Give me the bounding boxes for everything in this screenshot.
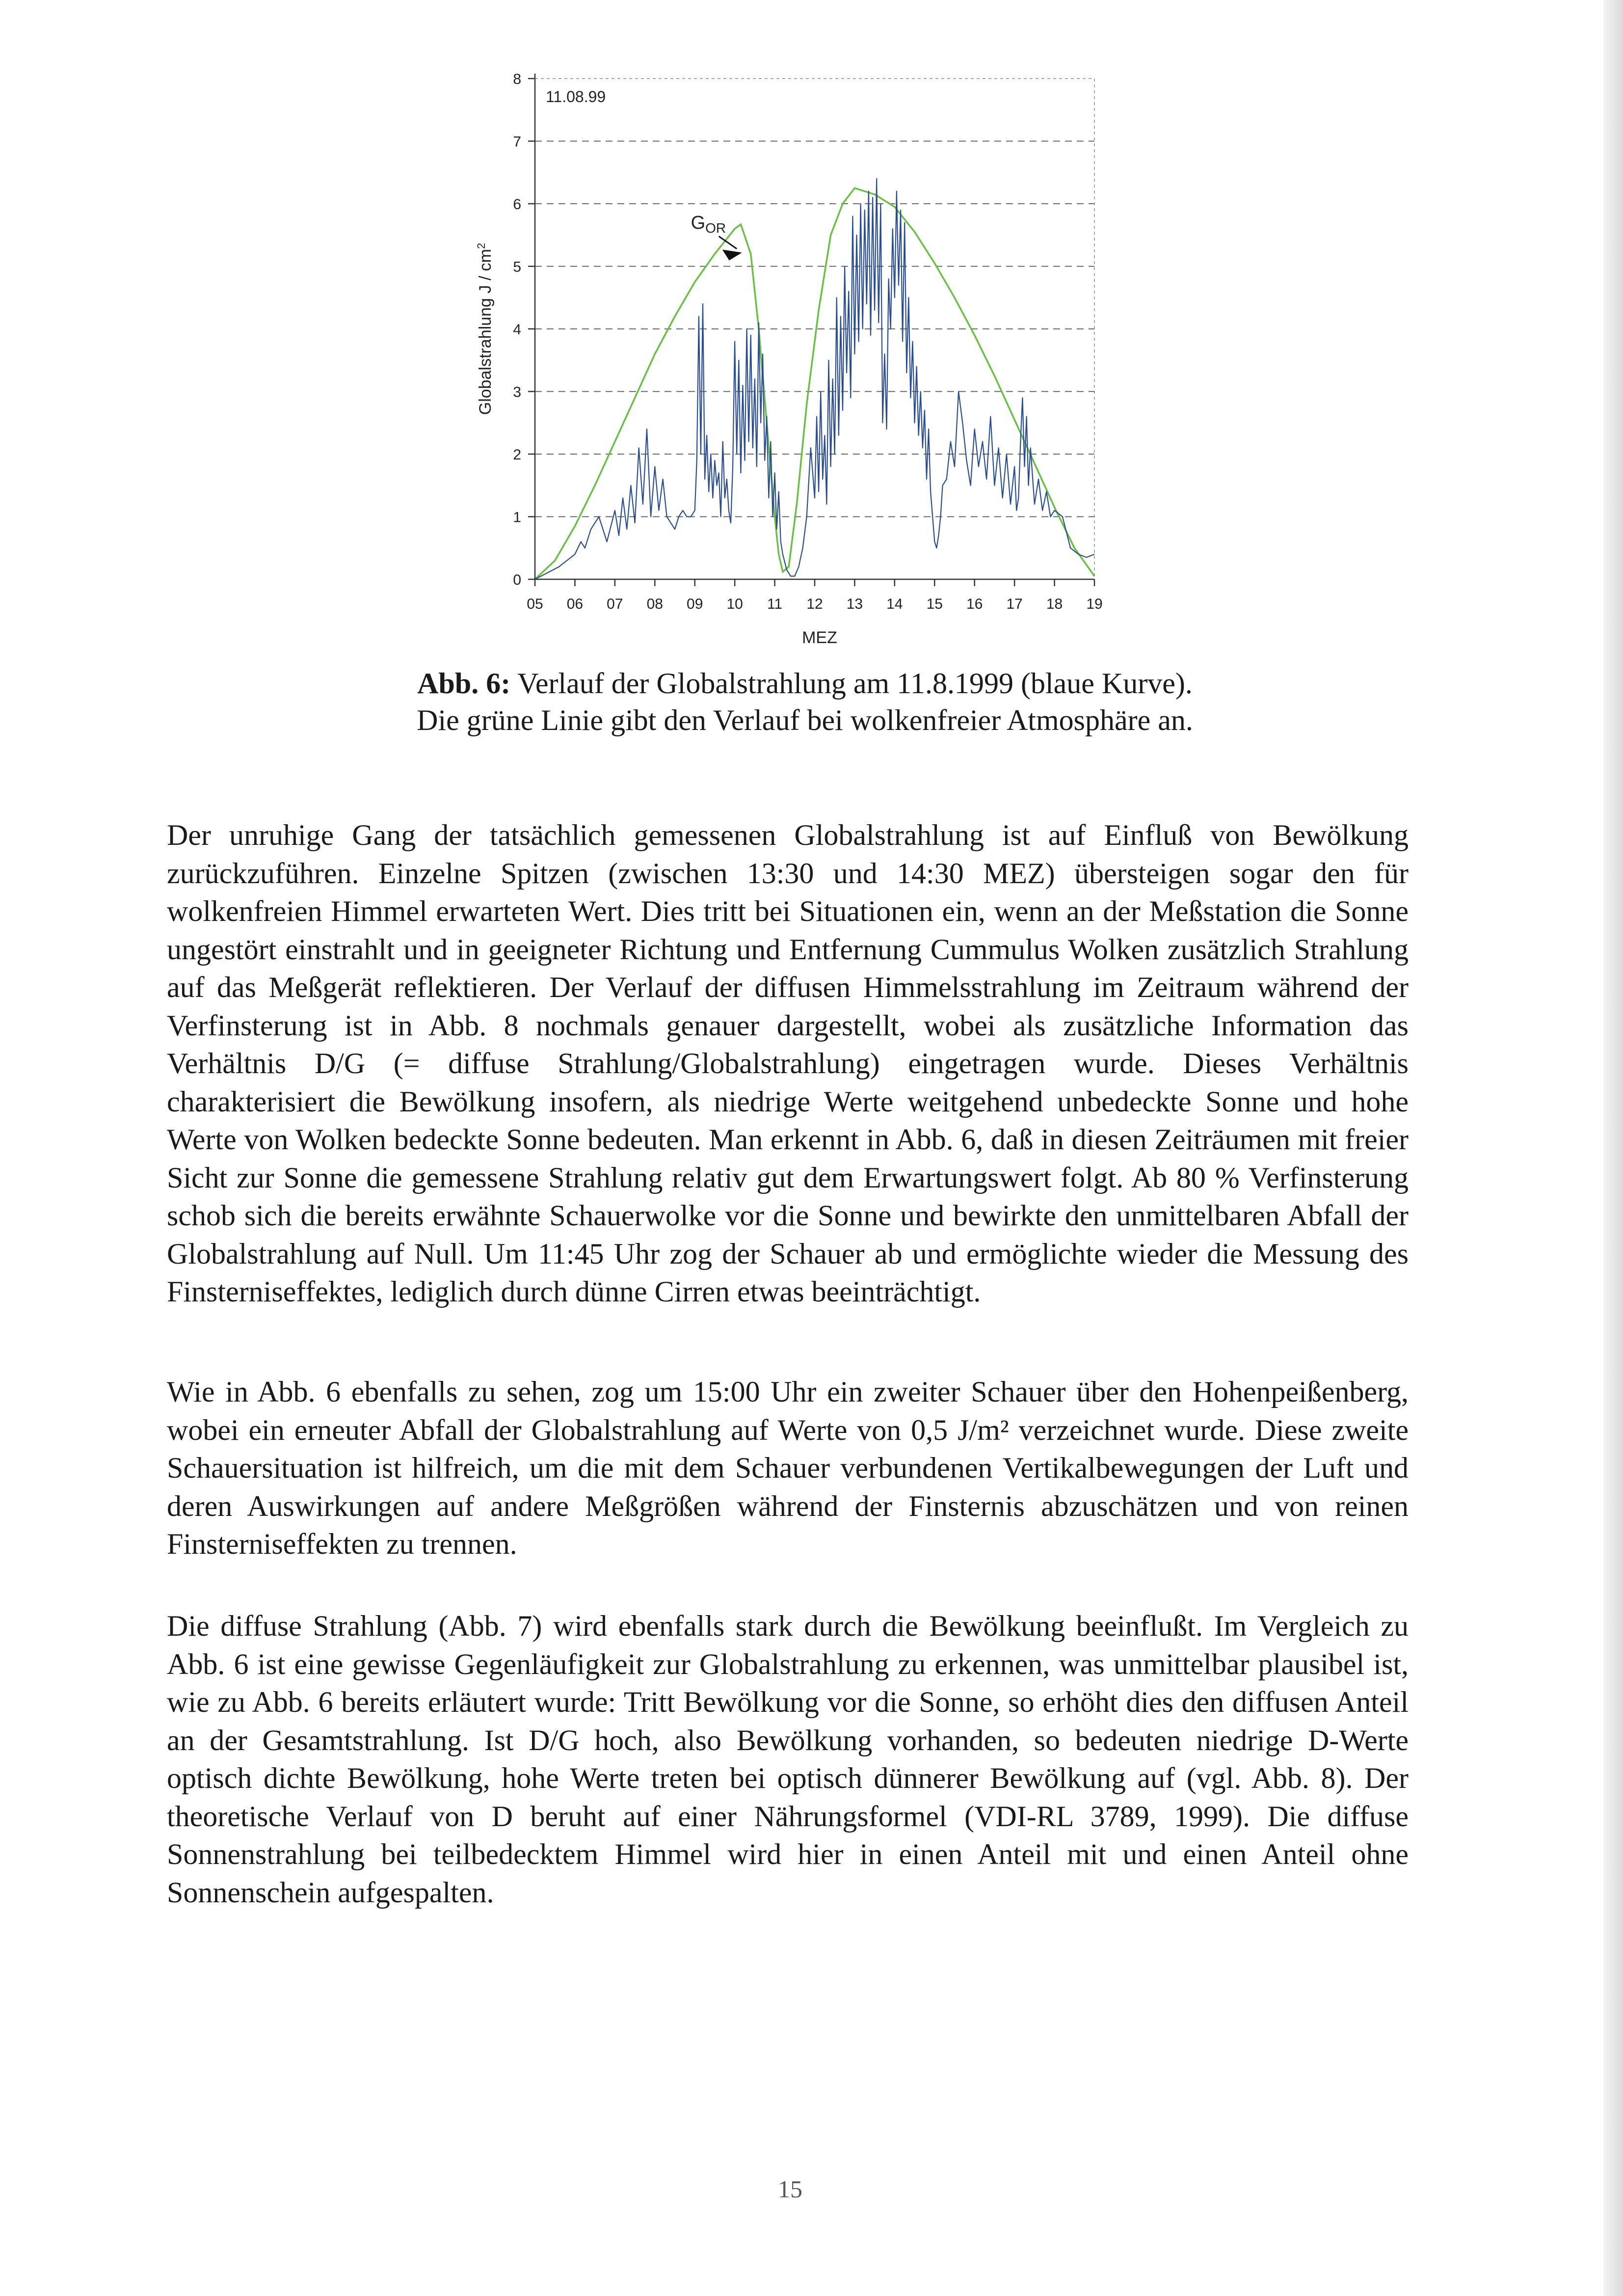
y-tick-label: 7	[513, 134, 521, 150]
x-tick-label: 07	[607, 596, 623, 612]
x-tick-label: 10	[726, 596, 743, 612]
y-tick-label: 4	[513, 322, 521, 338]
measured-series-line	[535, 179, 1094, 579]
x-tick-label: 17	[1006, 596, 1023, 612]
y-tick-label: 0	[513, 572, 521, 588]
page-number: 15	[778, 2175, 802, 2203]
y-tick-label: 2	[513, 447, 521, 463]
figure-caption	[206, 665, 1404, 739]
x-tick-label: 11	[767, 596, 783, 612]
y-axis-ticks	[513, 71, 535, 588]
chart-gridlines	[535, 141, 1094, 517]
clear-sky-series-line	[535, 188, 1094, 579]
page-edge	[1603, 0, 1623, 2296]
x-tick-label: 08	[646, 596, 663, 612]
caption-label: Abb. 6:	[417, 667, 511, 700]
x-tick-label: 18	[1046, 596, 1063, 612]
caption-line-2: Die grüne Linie gibt den Verlauf bei wolkenfreier Atmosphäre an.	[417, 704, 1193, 736]
x-tick-label: 16	[966, 596, 983, 612]
x-tick-label: 12	[806, 596, 823, 612]
y-tick-label: 3	[513, 384, 521, 401]
paragraph-1: Der unruhige Gang der tatsächlich gemessenen Globalstrahlung ist auf Einfluß von Bewölkung zurückzuführen. Einzelne Spitzen (zwischen 13:30 und 14:30 MEZ) übersteigen sogar den für wolkenfreien Himmel erwarteten Wert. Dies tritt bei Situationen ein, wenn an der Meßstation die Sonne ungestört einstrahlt und in geeigneter Richtung und Entfernung Cummulus Wolken zusätzlich Strahlung auf das Meßgerät reflektieren. Der Verlauf der diffusen Himmelsstrahlung im Zeitraum während der Verfinsterung ist in Abb. 8 nochmals genauer dargestellt, wobei als zusätzliche Information das Verhältnis D/G (= diffuse Strahlung/Globalstrahlung) eingetragen wurde. Dieses Verhältnis charakterisiert die Bewölkung insofern, als niedrige Werte weitgehend unbedeckte Sonne und hohe Werte von Wolken bedeckte Sonne bedeuten. Man erkennt in Abb. 6, daß in diesen Zeiträumen mit freier Sicht zur Sonne die gemessene Strahlung relativ gut dem Erwartungswert folgt. Ab 80 % Verfinsterung schob sich die bereits erwähnte Schauerwolke vor die Sonne und bewirkte den unmittelbaren Abfall der Globalstrahlung auf Null. Um 11:45 Uhr zog der Schauer ab und ermöglichte wieder die Messung des Finsterniseffektes, lediglich durch dünne Cirren etwas beeinträchtigt.	[167, 819, 1409, 1308]
x-tick-label: 14	[886, 596, 903, 612]
y-axis-label: Globalstrahlung J / $cm^2$	[475, 243, 495, 415]
x-tick-label: 06	[566, 596, 584, 612]
caption-line-1	[206, 665, 1404, 702]
g-or-annotation-arrow	[719, 236, 742, 260]
x-tick-label: 05	[527, 596, 543, 612]
paragraph-3: Die diffuse Strahlung (Abb. 7) wird ebenfalls stark durch die Bewölkung beeinflußt. Im Vergleich zu Abb. 6 ist eine gewisse Gegenläufigkeit zur Globalstrahlung zu erkennen, was unmittelbar plausibel ist, wie zu Abb. 6 bereits erläutert wurde: Tritt Bewölkung vor die Sonne, so erhöht dies den diffusen Anteil an der Gesamtstrahlung. Ist D/G hoch, also Bewölkung vorhanden, so bedeuten niedrige D-Werte optisch dichte Bewölkung, hohe Werte treten bei optisch dünnerer Bewölkung auf (vgl. Abb. 8). Der theoretische Verlauf von D beruht auf einer Nährungsformel (VDI-RL 3789, 1999). Die diffuse Sonnenstrahlung bei teilbedecktem Himmel wird hier in einen Anteil mit und einen Anteil ohne Sonnenschein aufgespalten.	[167, 1610, 1409, 1909]
chart-date-label: 11.08.99	[546, 88, 606, 106]
y-tick-label: 5	[513, 259, 521, 275]
x-axis-label: MEZ	[802, 628, 837, 647]
x-tick-label: 19	[1086, 596, 1103, 612]
g-or-annotation-label: $G_{OR}$	[691, 213, 726, 236]
x-tick-label: 13	[846, 596, 863, 612]
caption-text-1: Verlauf der Globalstrahlung am 11.8.1999 (blaue Kurve).	[517, 667, 1193, 700]
x-axis-ticks	[527, 579, 1102, 612]
y-tick-label: 8	[513, 71, 521, 87]
x-tick-label: 15	[926, 596, 943, 612]
globalstrahlung-chart	[471, 64, 1129, 663]
y-tick-label: 6	[513, 196, 521, 213]
paragraph-2: Wie in Abb. 6 ebenfalls zu sehen, zog um 15:00 Uhr ein zweiter Schauer über den Hohenpeißenberg, wobei ein erneuter Abfall der Globalstrahlung auf Werte von 0,5 J/m² verzeichnet wurde. Diese zweite Schauersituation ist hilfreich, um die mit dem Schauer verbundenen Vertikalbewegungen der Luft und deren Auswirkungen auf andere Meßgrößen während der Finsternis abzuschätzen und von reinen Finsterniseffekten zu trennen.	[167, 1376, 1409, 1560]
x-tick-label: 09	[687, 596, 703, 612]
y-tick-label: 1	[513, 509, 521, 526]
